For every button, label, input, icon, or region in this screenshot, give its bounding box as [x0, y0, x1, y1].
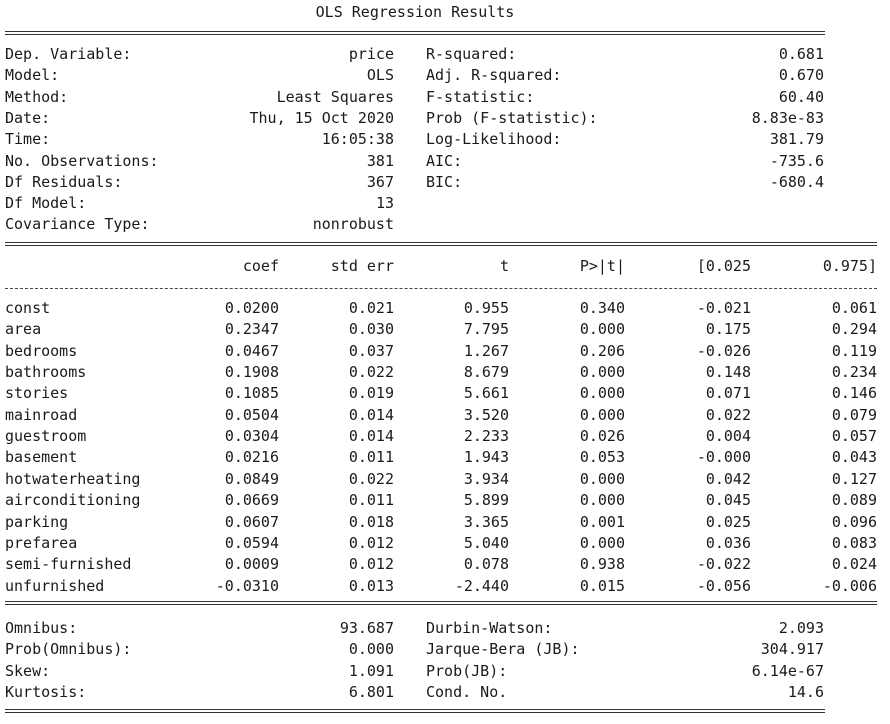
cell-value: 0.030	[348, 320, 394, 339]
cell-value: 0.175	[705, 320, 751, 339]
double-separator-coef-top	[5, 242, 877, 246]
cell-value: 0.294	[831, 320, 877, 339]
cell-value: 0.340	[579, 299, 625, 317]
cell-value: -0.021	[696, 299, 751, 317]
stat-value: 60.40	[778, 87, 824, 106]
info-value: nonrobust	[312, 215, 394, 234]
cell-value: 3.520	[463, 405, 509, 424]
cell-value: 3.934	[463, 469, 509, 488]
cell-value: -0.026	[696, 341, 751, 360]
info-label: Dep. Variable:	[5, 45, 132, 63]
cell-value: 0.057	[831, 427, 877, 446]
cell-value: 0.021	[348, 299, 394, 317]
cell-value: 0.024	[831, 555, 877, 574]
cell-value: 0.078	[463, 555, 509, 574]
cell-value: 0.0216	[224, 448, 279, 467]
double-separator-coef-bottom	[5, 601, 877, 605]
stat-label: F-statistic:	[426, 87, 535, 106]
cell-value: 0.234	[831, 363, 877, 382]
cell-value: 0.127	[831, 469, 877, 488]
cell-value: 5.661	[463, 384, 509, 403]
cell-value: 0.0304	[224, 427, 279, 446]
regression-title: OLS Regression Results	[315, 3, 515, 21]
info-value: Thu, 15 Oct 2020	[249, 108, 394, 127]
cell-value: 0.0200	[224, 299, 279, 317]
diag-label: Durbin-Watson:	[426, 619, 553, 637]
diag-label: Omnibus:	[5, 619, 78, 637]
cell-value: 0.043	[831, 448, 877, 467]
cell-value: 0.955	[463, 299, 509, 317]
cell-value: -0.0310	[215, 576, 279, 595]
cell-value: 0.022	[348, 363, 394, 382]
row-variable-name: stories	[5, 384, 69, 403]
diag-label: Prob(Omnibus):	[5, 640, 132, 659]
cell-value: 0.1908	[224, 363, 279, 382]
stat-label: Prob (F-statistic):	[426, 108, 598, 127]
row-variable-name: bathrooms	[5, 363, 87, 382]
cell-value: 0.0009	[224, 555, 279, 574]
cell-value: 0.018	[348, 512, 394, 531]
diag-label: Jarque-Bera (JB):	[426, 640, 580, 659]
cell-value: 0.015	[579, 576, 625, 595]
cell-value: -0.022	[696, 555, 751, 574]
stat-label: AIC:	[426, 151, 463, 170]
stat-value: 381.79	[769, 130, 824, 149]
cell-value: 0.022	[348, 469, 394, 488]
stat-value: 0.670	[778, 66, 824, 85]
cell-value: 0.0849	[224, 469, 279, 488]
diag-value: 93.687	[339, 619, 394, 637]
info-label: Time:	[5, 130, 51, 149]
cell-value: 0.071	[705, 384, 751, 403]
info-label: Df Model:	[5, 194, 87, 213]
info-label: Df Residuals:	[5, 172, 123, 191]
row-variable-name: hotwaterheating	[5, 469, 141, 488]
cell-value: 0.022	[705, 405, 751, 424]
double-separator-top	[5, 31, 825, 35]
cell-value: 5.040	[463, 533, 509, 552]
stat-label: BIC:	[426, 172, 463, 191]
diag-label: Prob(JB):	[426, 661, 508, 680]
cell-value: 0.013	[348, 576, 394, 595]
cell-value: 1.267	[463, 341, 509, 360]
diag-label: Cond. No.	[426, 682, 508, 701]
diag-value: 0.000	[348, 640, 394, 659]
row-variable-name: semi-furnished	[5, 555, 132, 574]
cell-value: 3.365	[463, 512, 509, 531]
row-variable-name: guestroom	[5, 427, 87, 446]
cell-value: 0.042	[705, 469, 751, 488]
cell-value: 0.000	[579, 405, 625, 424]
cell-value: 0.148	[705, 363, 751, 382]
cell-value: 0.000	[579, 533, 625, 552]
diag-label: Kurtosis:	[5, 682, 87, 701]
stat-label: Adj. R-squared:	[426, 66, 562, 85]
info-value: OLS	[366, 66, 394, 85]
cell-value: 0.011	[348, 491, 394, 510]
cell-value: 0.089	[831, 491, 877, 510]
info-label: No. Observations:	[5, 151, 159, 170]
row-variable-name: basement	[5, 448, 78, 467]
cell-value: 0.0669	[224, 491, 279, 510]
cell-value: 0.2347	[224, 320, 279, 339]
cell-value: 0.000	[579, 384, 625, 403]
stat-label: Log-Likelihood:	[426, 130, 562, 149]
cell-value: 0.037	[348, 341, 394, 360]
stat-label: R-squared:	[426, 45, 517, 63]
cell-value: 1.943	[463, 448, 509, 467]
diag-value: 2.093	[778, 619, 824, 637]
cell-value: 2.233	[463, 427, 509, 446]
column-header: t	[499, 257, 509, 275]
column-header: 0.975]	[822, 257, 877, 275]
cell-value: 0.096	[831, 512, 877, 531]
cell-value: 0.000	[579, 363, 625, 382]
cell-value: 0.0504	[224, 405, 279, 424]
double-separator-bottom	[5, 709, 825, 713]
cell-value: 0.001	[579, 512, 625, 531]
cell-value: 7.795	[463, 320, 509, 339]
diag-value: 6.14e-67	[751, 661, 824, 680]
stat-value: 0.681	[778, 45, 824, 63]
cell-value: 0.119	[831, 341, 877, 360]
cell-value: 0.026	[579, 427, 625, 446]
diag-value: 1.091	[348, 661, 394, 680]
cell-value: 0.014	[348, 427, 394, 446]
stat-value: 8.83e-83	[751, 108, 824, 127]
cell-value: 0.061	[831, 299, 877, 317]
diag-label: Skew:	[5, 661, 51, 680]
info-label: Covariance Type:	[5, 215, 150, 234]
info-value: Least Squares	[276, 87, 394, 106]
row-variable-name: airconditioning	[5, 491, 141, 510]
column-header: P>|t|	[579, 257, 625, 275]
cell-value: -0.056	[696, 576, 751, 595]
info-value: 367	[366, 172, 394, 191]
info-label: Method:	[5, 87, 69, 106]
cell-value: 0.146	[831, 384, 877, 403]
cell-value: 0.012	[348, 555, 394, 574]
cell-value: 0.206	[579, 341, 625, 360]
info-label: Date:	[5, 108, 51, 127]
cell-value: 0.000	[579, 491, 625, 510]
column-header: coef	[242, 257, 279, 275]
row-variable-name: prefarea	[5, 533, 78, 552]
cell-value: 0.019	[348, 384, 394, 403]
stat-value: -735.6	[769, 151, 824, 170]
cell-value: 8.679	[463, 363, 509, 382]
row-variable-name: parking	[5, 512, 69, 531]
stat-value: -680.4	[769, 172, 824, 191]
cell-value: 0.012	[348, 533, 394, 552]
cell-value: 0.000	[579, 320, 625, 339]
cell-value: 0.045	[705, 491, 751, 510]
cell-value: 0.0467	[224, 341, 279, 360]
diag-value: 6.801	[348, 682, 394, 701]
info-value: 13	[375, 194, 394, 213]
cell-value: 0.014	[348, 405, 394, 424]
info-label: Model:	[5, 66, 60, 85]
cell-value: -0.000	[696, 448, 751, 467]
dashed-separator	[5, 288, 877, 289]
cell-value: -2.440	[454, 576, 509, 595]
cell-value: 0.011	[348, 448, 394, 467]
info-value: 16:05:38	[321, 130, 394, 149]
row-variable-name: area	[5, 320, 42, 339]
cell-value: 0.0607	[224, 512, 279, 531]
info-value: price	[348, 45, 394, 63]
row-variable-name: unfurnished	[5, 576, 105, 595]
diag-value: 14.6	[787, 682, 824, 701]
column-header: std err	[330, 257, 394, 275]
cell-value: 0.000	[579, 469, 625, 488]
cell-value: 0.0594	[224, 533, 279, 552]
cell-value: 0.1085	[224, 384, 279, 403]
cell-value: 0.025	[705, 512, 751, 531]
cell-value: -0.006	[822, 576, 877, 595]
cell-value: 0.083	[831, 533, 877, 552]
column-header: [0.025	[696, 257, 751, 275]
info-value: 381	[366, 151, 394, 170]
row-variable-name: const	[5, 299, 51, 317]
cell-value: 0.053	[579, 448, 625, 467]
diag-value: 304.917	[760, 640, 824, 659]
cell-value: 5.899	[463, 491, 509, 510]
cell-value: 0.079	[831, 405, 877, 424]
cell-value: 0.036	[705, 533, 751, 552]
row-variable-name: bedrooms	[5, 341, 78, 360]
cell-value: 0.938	[579, 555, 625, 574]
cell-value: 0.004	[705, 427, 751, 446]
row-variable-name: mainroad	[5, 405, 78, 424]
